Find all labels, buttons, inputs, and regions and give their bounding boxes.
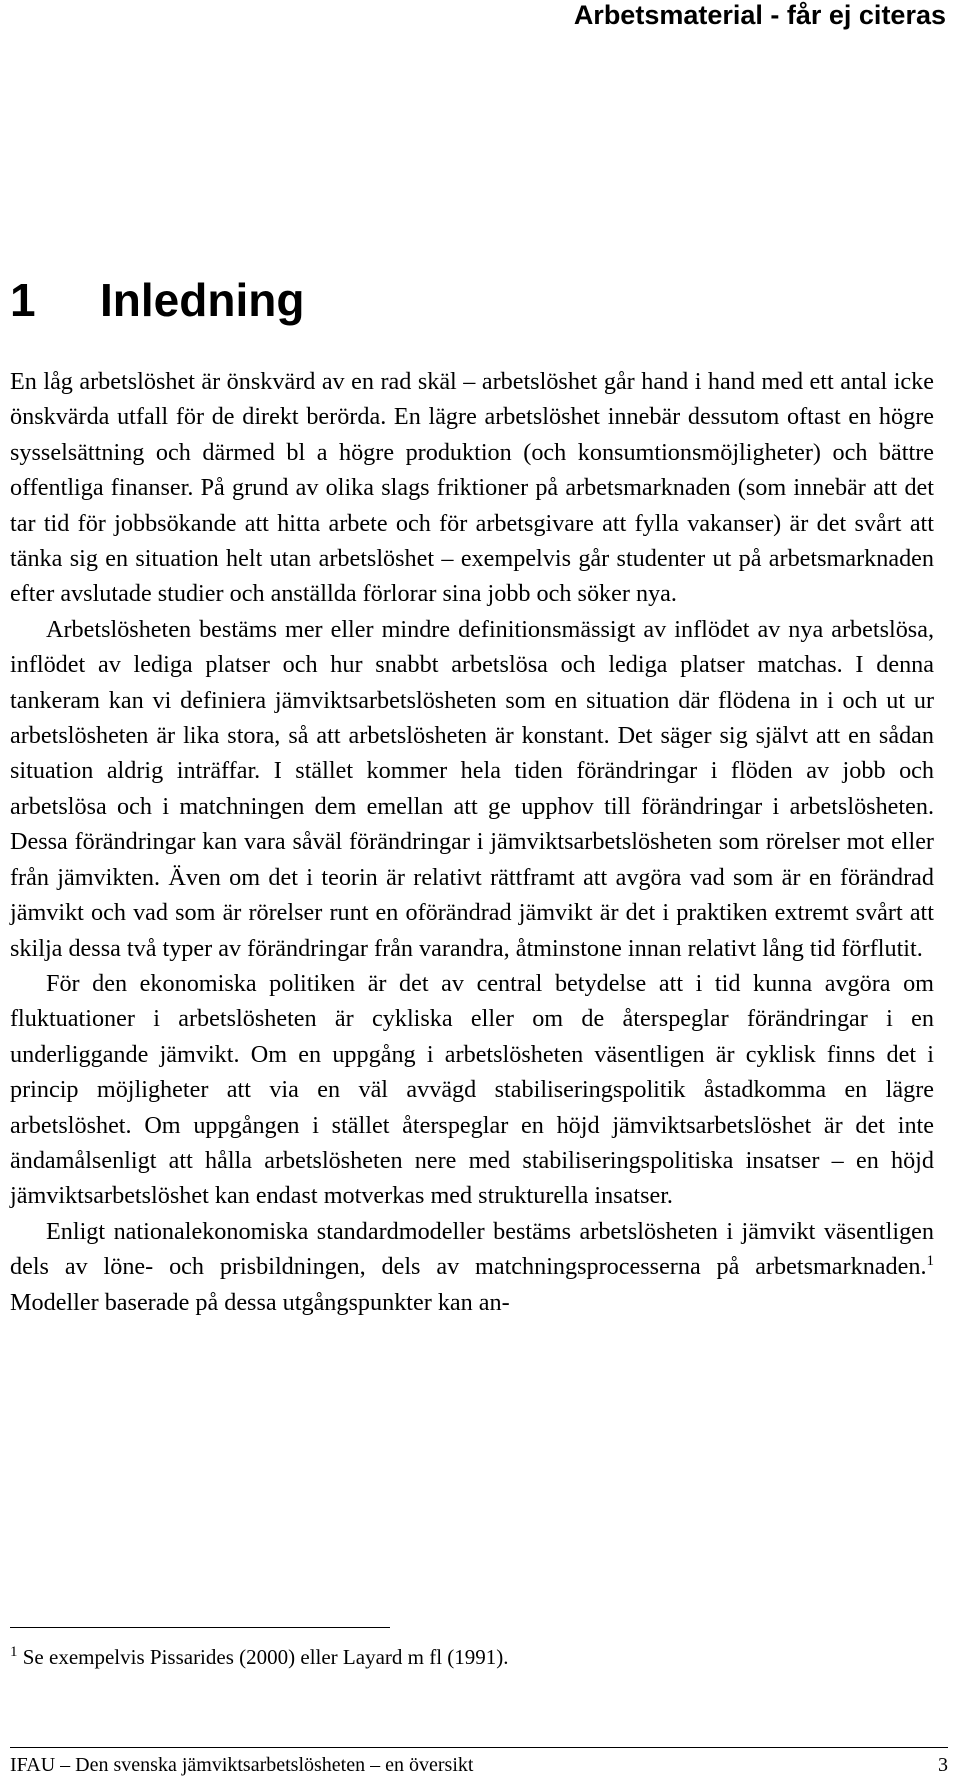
body-text bbox=[10, 364, 934, 1320]
page-footer bbox=[10, 1751, 948, 1779]
footer-rule bbox=[10, 1747, 948, 1748]
paragraph-text: Enligt nationalekonomiska standardmodeller bestäms arbetslösheten i jämvikt väsentligen dels av löne- och prisbildningen, dels av matchningsprocesserna på arbetsmarknaden. bbox=[10, 1217, 934, 1281]
footnote bbox=[10, 1642, 509, 1672]
paragraph: En låg arbetslöshet är önskvärd av en rad skäl – arbetslöshet går hand i hand med ett antal icke önskvärda utfall för de direkt berörda. En lägre arbetslöshet innebär dessutom oftast en högre sysselsättning och därmed bl a högre produktion (och konsumtionsmöjligheter) och bättre offentliga finanser. På grund av olika slags friktioner på arbetsmarknaden (som innebär att det tar tid för jobbsökande att hitta arbete och för arbetsgivare att fylla vakanser) är det svårt att tänka sig en situation helt utan arbetslöshet – exempelvis går studenter ut på arbetsmarknaden efter avslutade studier och anställda förlorar sina jobb och söker nya. bbox=[10, 368, 934, 608]
chapter-heading bbox=[10, 272, 304, 328]
footnote-text: Se exempelvis Pissarides (2000) eller Layard m fl (1991). bbox=[17, 1645, 509, 1669]
chapter-title: Inledning bbox=[100, 274, 305, 326]
paragraph-text-continued: Modeller baserade på dessa utgångspunkter kan an- bbox=[10, 1288, 510, 1316]
footnote-reference[interactable]: 1 bbox=[926, 1253, 934, 1270]
footnote-mark: 1 bbox=[10, 1644, 18, 1660]
running-header: Arbetsmaterial - får ej citeras bbox=[573, 0, 946, 30]
paragraph: För den ekonomiska politiken är det av central betydelse att i tid kunna avgöra om fluktuationer i arbetslösheten är cykliska eller om de återspeglar förändringar i en underliggande jämvikt. Om en uppgång i arbetslösheten väsentligen är cyklisk finns det i princip möjligheter att via en väl avvägd stabiliseringspolitik åstadkomma en lägre arbetslöshet. Om uppgången i stället återspeglar en höjd jämviktsarbetslöshet är det inte ändamålsenligt att hålla arbetslösheten nere med stabiliseringspolitiska insatser – en höjd jämviktsarbetslöshet kan endast motverkas med strukturella insatser. bbox=[10, 969, 934, 1210]
paragraph: Arbetslösheten bestäms mer eller mindre definitionsmässigt av inflödet av nya arbetslösa, inflödet av lediga platser och hur snabbt arbetslösa och lediga platser matchas. I denna tankeram kan vi definiera jämviktsarbetslösheten som en situation där flödena in i och ut ur arbetslösheten är lika stora, så att arbetslösheten är konstant. Det säger sig självt att en sådan situation aldrig inträffar. I stället kommer hela tiden förändringar i flöden av jobb och arbetslösa och i matchningen dem emellan att ge upphov till förändringar i arbetslösheten. Dessa förändringar kan vara såväl förändringar i jämviktsarbetslösheten som rörelser mot eller från jämvikten. Även om det i teorin är relativt rättframt att avgöra vad som är en förändrad jämvikt och vad som är rörelser runt en oförändrad jämvikt är det i praktiken extremt svårt att skilja dessa två typer av förändringar från varandra, åtminstone innan relativt lång tid förflutit. bbox=[10, 615, 934, 962]
paragraph bbox=[10, 1214, 934, 1320]
chapter-number: 1 bbox=[10, 274, 36, 326]
footnote-separator bbox=[10, 1627, 390, 1628]
footer-title: IFAU – Den svenska jämviktsarbetslösheten – en översikt bbox=[10, 1754, 474, 1776]
page-number: 3 bbox=[938, 1754, 948, 1776]
